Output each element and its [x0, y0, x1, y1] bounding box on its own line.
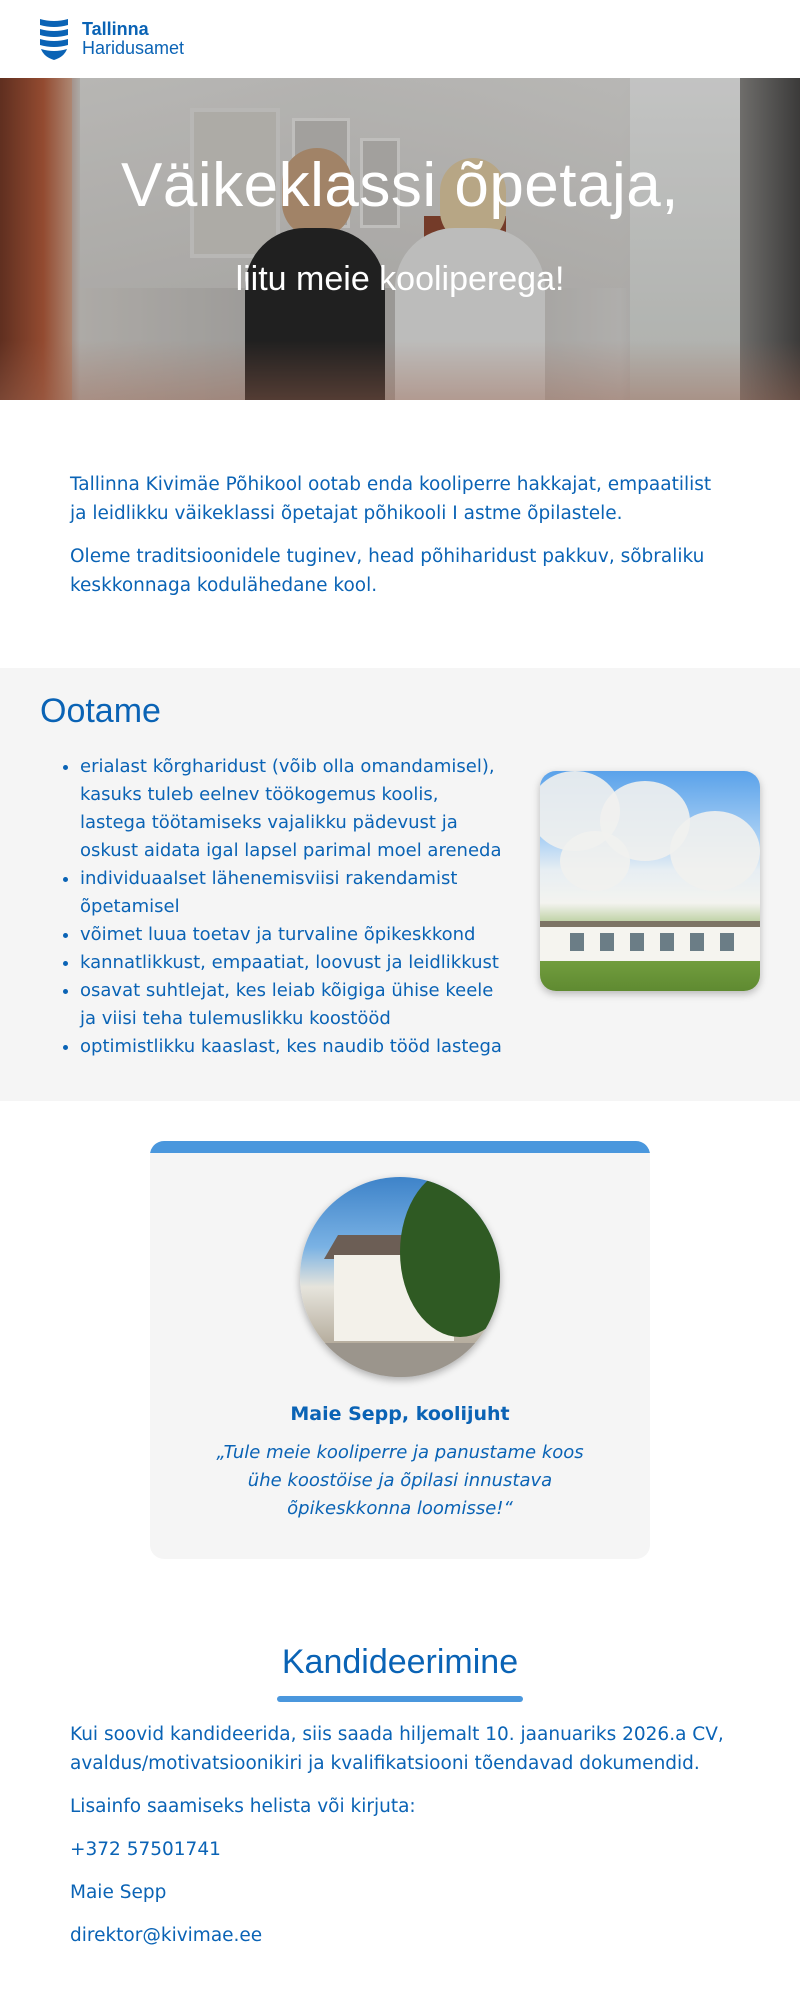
- logo-line-2: Haridusamet: [82, 38, 185, 58]
- application-paragraph: Kui soovid kandideerida, siis saada hiljemalt 10. jaanuariks 2026.a CV, avaldus/motivatsioonikiri ja kvalifikatsiooni tõendavad dokumendid.: [70, 1724, 724, 1774]
- photo-window: [690, 933, 704, 951]
- contact-name: Maie Sepp: [70, 1882, 167, 1903]
- avatar-ground: [300, 1343, 500, 1377]
- application-title: Kandideerimine: [281, 1643, 519, 1681]
- school-building-avatar: [300, 1177, 500, 1377]
- testimonial-card: [150, 1141, 650, 1559]
- school-blossom-photo: [540, 771, 760, 991]
- intro-section: [0, 400, 800, 668]
- requirements-list-item: • optimistlikku kaaslast, kes naudib tööd lastega: [80, 1033, 510, 1061]
- card-accent-bar: [150, 1141, 650, 1153]
- testimonial-section: [0, 1101, 800, 1599]
- requirements-title: Ootame: [40, 692, 161, 730]
- requirements-list-item: • kannatlikkust, empaatiat, loovust ja leidlikkust: [80, 949, 510, 977]
- contact-email[interactable]: direktor@kivimae.ee: [70, 1925, 263, 1946]
- requirements-list-item: • osavat suhtlejat, kes leiab kõigiga ühise keele ja viisi teha tulemuslikku koostööd: [80, 977, 510, 1033]
- testimonial-quote: „Tule meie kooliperre ja panustame koos ühe koostöise ja õpilasi innustava õpikeskkonna loomisse!“: [216, 1442, 584, 1519]
- hero-overlay: [0, 78, 800, 400]
- hero-banner: [0, 78, 800, 400]
- tallinn-shield-icon: [38, 17, 70, 61]
- requirements-list-item: • võimet luua toetav ja turvaline õpikeskkond: [80, 921, 510, 949]
- intro-paragraph-1: Tallinna Kivimäe Põhikool ootab enda kooliperre hakkajat, empaatilist ja leidlikku väikeklassi õpetajat põhikooli I astme õpilastele.: [70, 474, 712, 524]
- tallinna-haridusamet-logo[interactable]: [38, 17, 184, 61]
- title-underline: [277, 1696, 523, 1702]
- requirements-list-item: • erialast kõrgharidust (võib olla omandamisel), kasuks tuleb eelnev töökogemus koolis, lastega töötamiseks vajalikku pädevust ja oskust aidata igal lapsel parimal moel areneda: [80, 753, 510, 865]
- hero-subtitle: liitu meie kooliperega!: [235, 260, 565, 298]
- photo-blossom: [670, 811, 760, 891]
- hero-title: Väikeklassi õpetaja,: [121, 151, 679, 220]
- requirements-list-item: • individuaalset lähenemisviisi rakendamist õpetamisel: [80, 865, 510, 921]
- photo-window: [570, 933, 584, 951]
- intro-paragraph-2: Oleme traditsioonidele tuginev, head põhiharidust pakkuv, sõbraliku keskkonnaga kodulähedane kool.: [70, 546, 705, 596]
- logo-line-1: Tallinna: [82, 19, 149, 39]
- contact-intro: Lisainfo saamiseks helista või kirjuta:: [70, 1796, 416, 1817]
- photo-blossom: [560, 831, 630, 891]
- logo-text: [82, 20, 184, 58]
- application-section: [0, 1599, 800, 2004]
- requirements-list: [40, 753, 510, 1061]
- testimonial-name: Maie Sepp, koolijuht: [290, 1403, 510, 1425]
- photo-window: [720, 933, 734, 951]
- photo-window: [600, 933, 614, 951]
- photo-window: [630, 933, 644, 951]
- requirements-row: [40, 753, 760, 1061]
- photo-window: [660, 933, 674, 951]
- contact-phone[interactable]: +372 57501741: [70, 1839, 221, 1860]
- requirements-section: [0, 668, 800, 1101]
- site-header: [0, 0, 800, 78]
